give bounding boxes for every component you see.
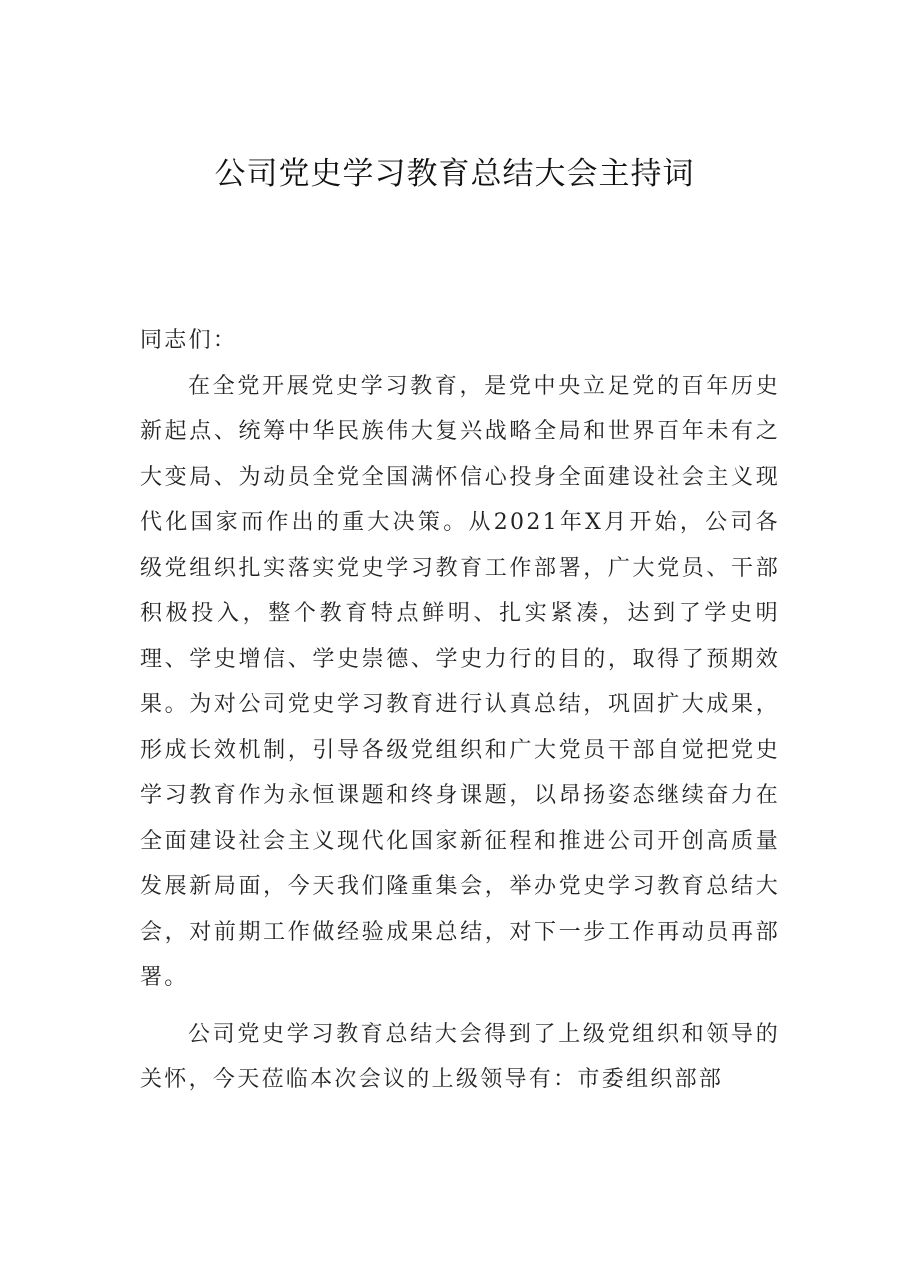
document-title: 公司党史学习教育总结大会主持词	[214, 156, 695, 192]
document-body	[140, 318, 780, 1103]
salutation: 同志们：	[140, 328, 238, 353]
paragraph-2: 公司党史学习教育总结大会得到了上级党组织和领导的关怀，今天莅临本次会议的上级领导有：市委组织部部	[140, 1021, 780, 1092]
paragraph-1: 在全党开展党史学习教育，是党中央立足党的百年历史新起点、统筹中华民族伟大复兴战略全局和世界百年未有之大变局、为动员全党全国满怀信心投身全面建设社会主义现代化国家而作出的重大决策。从2021年X月开始，公司各级党组织扎实落实党史学习教育工作部署，广大党员、干部积极投入，整个教育特点鲜明、扎实紧凑，达到了学史明理、学史增信、学史崇德、学史力行的目的，取得了预期效果。为对公司党史学习教育进行认真总结，巩固扩大成果，形成长效机制，引导各级党组织和广大党员干部自觉把党史学习教育作为永恒课题和终身课题，以昂扬姿态继续奋力在全面建设社会主义现代化国家新征程和推进公司开创高质量发展新局面，今天我们隆重集会，举办党史学习教育总结大会，对前期工作做经验成果总结，对下一步工作再动员再部署。	[140, 373, 780, 990]
